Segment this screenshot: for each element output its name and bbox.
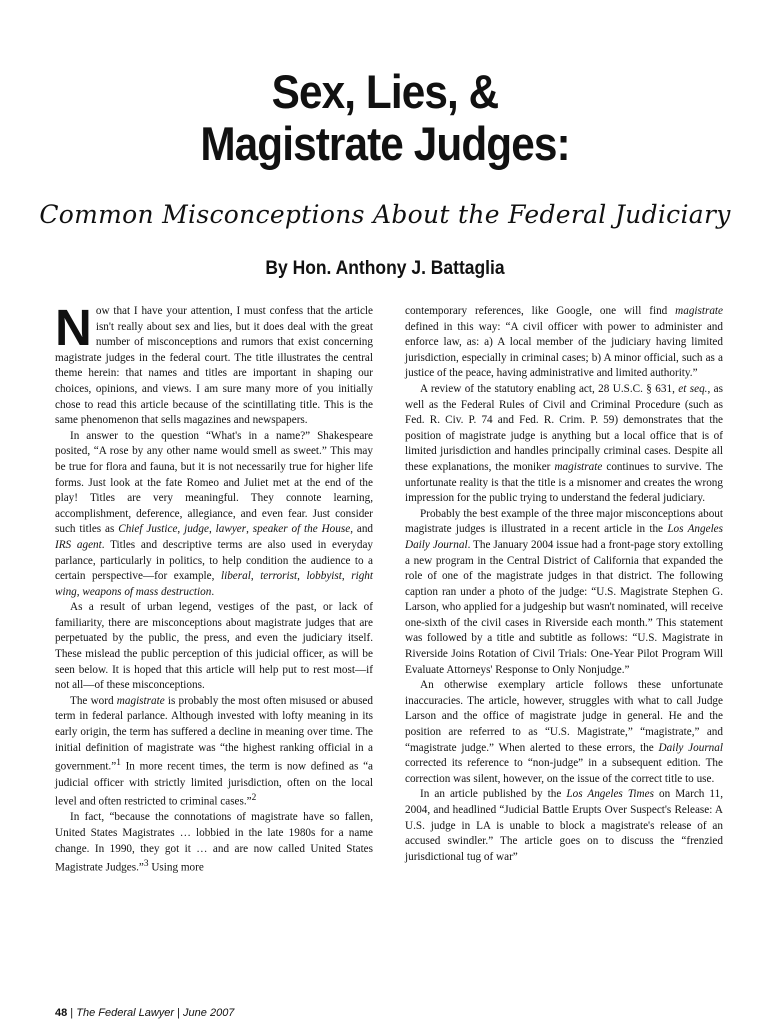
footnote-ref[interactable]: 3 <box>143 859 149 870</box>
footnote-ref[interactable]: 2 <box>251 793 257 804</box>
paragraph: Now that I have your attention, I must confess that the article isn't really about sex and lies, but it does deal with the great number of misconceptions and rumors that exist concerning magistrate judges in the federal court. The title illustrates the central theme herein: that names and titles are important in shaping our choices, opinions, and views. I am sure many more of you initially chose to read this article because of the scintillating title. This is the same phenomenon that sells magazines and newspapers. <box>55 299 373 427</box>
article-subtitle: Common Misconceptions About the Federal Judiciary <box>39 200 731 229</box>
publication-name: The Federal Lawyer <box>76 1007 175 1019</box>
page-footer: 48 | The Federal Lawyer | June 2007 <box>55 1007 235 1019</box>
paragraph: As a result of urban legend, vestiges of the past, or lack of familiarity, there are misconceptions about magistrate judges that are perpetuated by the public, the press, and even the judiciary itself. These mislead the public perception of this judicial officer, as will be seen below. It is hoped that this article will help put to rest most—if not all—of these misconceptions. <box>55 601 373 692</box>
footnote-ref[interactable]: 1 <box>116 758 121 769</box>
issue-date: June 2007 <box>183 1007 235 1019</box>
paragraph: The word magistrate is probably the most often misused or abused term in federal parlance. Although invested with lofty meaning in its early origin, the term has suffered a decline in meaning over time. The initial definition of magistrate was “the highest ranking official in a government.”$^1$ In more recent times, the term is now defined as “a judicial officer with strictly limited jurisdiction, often on the local level and often restricted to criminal cases.”$^2$ <box>55 694 373 808</box>
paragraph: In an article published by the Los Angeles Times on March 11, 2004, and headlined “Judicial Battle Erupts Over Suspect's Release: A U.S. judge in LA is unable to block a magistrate's release of an accused swindler.” The article goes on to discuss the “frenzied jurisdictional tug of war” <box>405 788 723 863</box>
paragraph: An otherwise exemplary article follows these unfortunate inaccuracies. The article, however, struggles with what to call Judge Larson and the office of magistrate judge in general. He and the position are referred to as “U.S. Magistrate,” “magistrate,” and “magistrate judge.” When alerted to these errors, the Daily Journal corrected its reference to “non-judge” in a subsequent edition. The correction was silent, however, on the issue of the correct title to use. <box>405 679 723 785</box>
left-column <box>55 299 374 877</box>
paragraph: In answer to the question “What's in a name?” Shakespeare posited, “A rose by any other name would smell as sweet.” This may be true for flora and fauna, but it is not necessarily true for higher life forms. Just look at the fate Romeo and Juliet met at the end of the play! Titles are very meaningful. They connote learning, accomplishment, deference, allegiance, and even fear. Just consider such titles as Chief Justice, judge, lawyer, speaker of the House, and IRS agent. Titles and descriptive terms are also used in everyday parlance, particularly in politics, to help condition the audience to a certain perspective—for example, liberal, terrorist, lobbyist, right wing, weapons of mass destruction. <box>55 429 374 598</box>
paragraph: contemporary references, like Google, one will find magistrate defined in this way: “A civil officer with power to administer and enforce law, as: a) A local member of the judiciary having limited jurisdiction, especially in criminal cases; b) A minor official, such as a justice of the peace, having administrative and limited authority.” <box>405 305 723 380</box>
right-column <box>405 304 723 865</box>
article-title <box>39 66 732 170</box>
drop-cap: N <box>55 299 92 356</box>
paragraph: In fact, “because the connotations of magistrate have so fallen, United States Magistrates … lobbied in the late 1980s for a name change. In 1990, they got it … and are now called United States Magistrate Judges.”$^3$ Using more <box>55 811 373 874</box>
title-line-2: Magistrate Judges: <box>200 117 570 170</box>
paragraph: Probably the best example of the three major misconceptions about magistrate judges is illustrated in a recent article in the Los Angeles Daily Journal. The January 2004 issue had a front-page story extolling a new program in the Central District of California that expanded the role of one of the magistrate judges in that district. The following caption ran under a photo of the judge: “U.S. Magistrate Stephen G. Larson, who applied for a judgeship but wasn't nominated, will receive one-sixth of the civil cases in Riverside each month.” This statement was followed by a title and subtitle as follows: “U.S. Magistrate in Riverside Joins Rotation of Civil Trials: One-Year Pilot Program Will Evaluate Attorneys' Response to Only Nonjudge.” <box>405 507 723 676</box>
title-line-1: Sex, Lies, & <box>271 65 499 118</box>
page-number: 48 <box>55 1007 68 1019</box>
article-byline: By Hon. Anthony J. Battaglia <box>265 258 505 279</box>
paragraph: A review of the statutory enabling act, 28 U.S.C. § 631, et seq., as well as the Federal Rules of Civil and Criminal Procedure (such as Fed. R. Civ. P. 74 and Fed. R. Crim. P. 59) demonstrates that the position of magistrate judge is anything but a local office that is of limited jurisdiction and handles principally criminal cases. Despite all these explanations, the moniker magistrate continues to survive. The unfortunate reality is that the title is a misnomer and creates the wrong impression for the public trying to understand the federal judiciary. <box>405 382 723 505</box>
